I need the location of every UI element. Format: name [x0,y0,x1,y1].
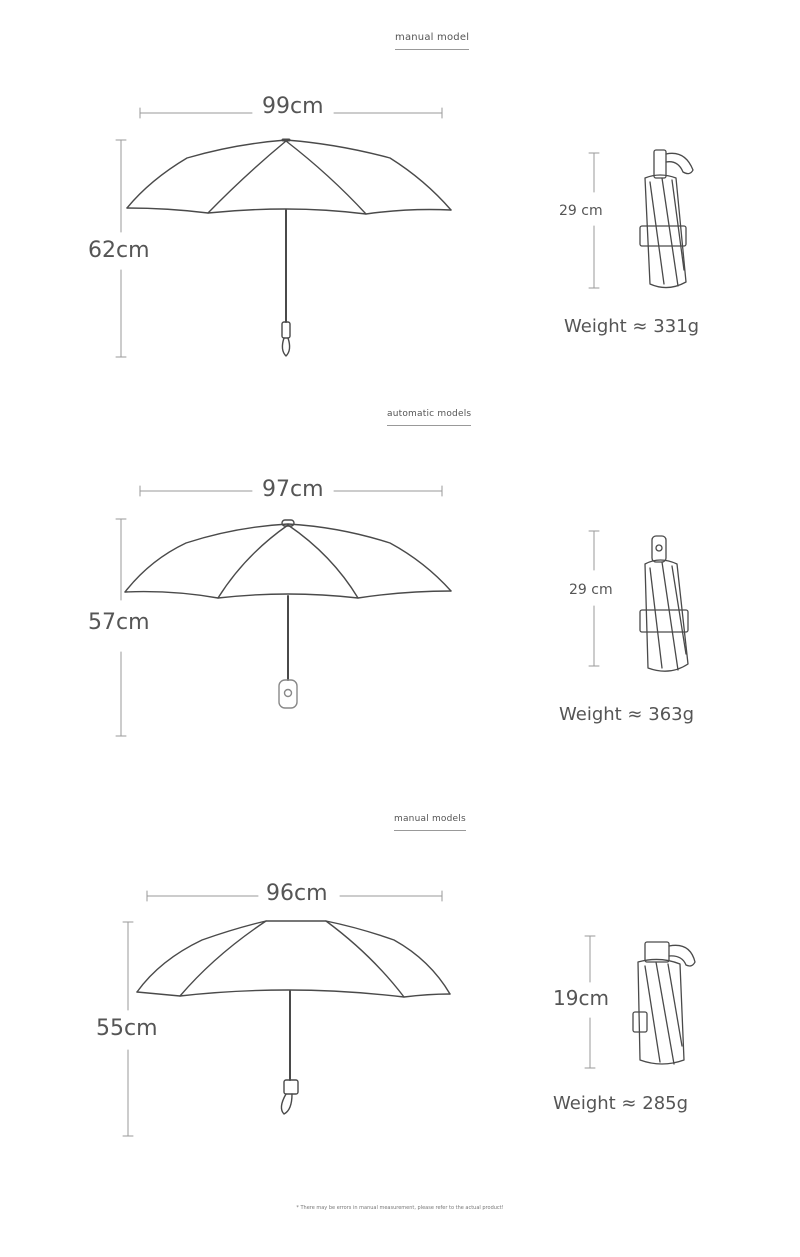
model-3-width-label: 96cm [262,881,332,906]
model-1-height-label: 62cm [84,238,154,263]
model-3-rib-right [326,921,404,997]
model-2-folded-button-icon [656,545,662,551]
model-1-strap-icon [282,338,289,356]
model-1-handle [282,322,290,338]
model-1-folded-strap [666,153,693,173]
model-1-folded-handle [654,150,666,178]
model-1-dimension-lines [116,108,599,357]
model-3-folded-line [585,936,595,1068]
model-1-rib-left [208,141,286,213]
model-3-height-line [123,922,133,1136]
model-2-height-line [116,519,126,736]
model-3-open-umbrella [137,921,450,1114]
model-3-weight: Weight ≈ 285g [553,1093,689,1114]
model-2-folded-length-label: 29 cm [565,582,617,598]
model-1-height-line [116,140,126,357]
model-2-folded-handle [652,536,666,562]
model-1-open-umbrella [127,140,451,356]
model-2-rib-left [218,525,288,598]
model-3-strap-icon [281,1094,292,1114]
model-1-width-label: 99cm [258,94,328,119]
model-2-button-icon [285,690,292,697]
model-3-canopy-top [137,921,450,994]
model-2-label-text: automatic models [387,409,472,419]
model-2-open-umbrella [125,520,451,708]
model-2-canopy-top [125,524,451,592]
model-1-canopy-top [127,140,451,210]
model-2-width-label: 97cm [258,477,328,502]
model-1-folded-folds [650,178,684,286]
model-2-rib-right [288,525,358,598]
model-2-weight: Weight ≈ 363g [559,704,695,725]
model-2-height-label: 57cm [84,610,154,635]
model-1-weight: Weight ≈ 331g [564,316,700,337]
model-2-folded-line [589,531,599,666]
model-2-folded-umbrella [640,536,688,671]
model-2-folded-folds [650,562,686,670]
model-1-canopy-edge [127,208,451,214]
footnote: * There may be errors in manual measurement, please refer to the actual product! [296,1205,504,1211]
model-3-height-label: 55cm [92,1016,162,1041]
model-2-dimension-lines [116,486,599,736]
model-3-folded-folds [645,962,682,1064]
model-3-handle [284,1080,298,1094]
model-1-width-line [140,108,442,118]
model-3-folded-length-label: 19cm [549,986,613,1010]
model-1-folded-umbrella [640,150,693,288]
model-3-folded-umbrella [633,942,695,1064]
model-3-label-text: manual models [394,814,466,824]
model-3-folded-strap [669,945,695,966]
model-2-width-line [140,486,442,496]
model-3-dimension-lines [123,891,595,1136]
model-1-folded-length-label: 29 cm [555,203,607,219]
model-1-rib-right [286,141,366,214]
model-1-label-text: manual model [395,32,470,43]
model-3-width-line [147,891,442,901]
model-1-folded-line [589,153,599,288]
model-2-handle [279,680,297,708]
